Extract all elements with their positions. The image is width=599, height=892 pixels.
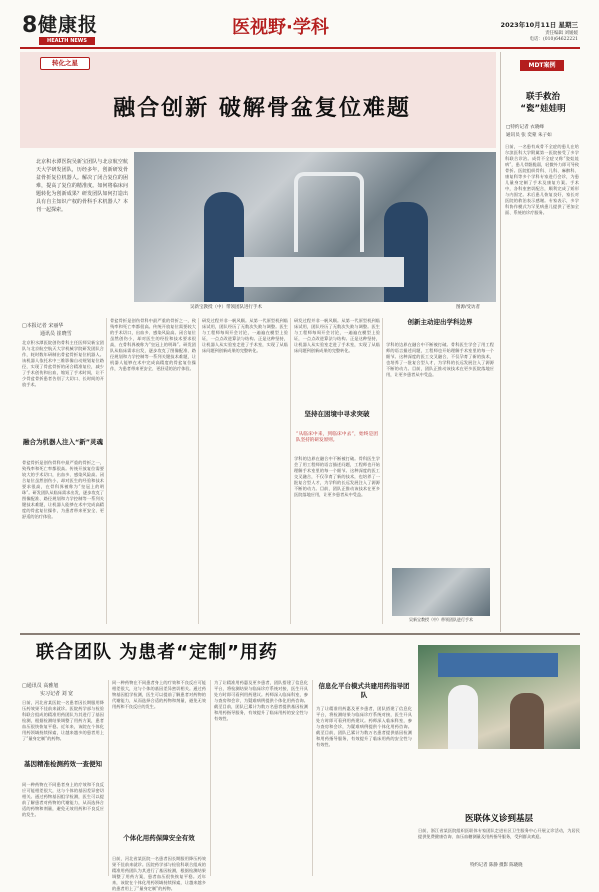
masthead-rule bbox=[20, 47, 580, 49]
side-photo-caption: 医联体义诊到基层 bbox=[464, 814, 533, 824]
editor-phone: 电话：(010)64622221 bbox=[529, 37, 578, 42]
feature-body-2: 骨盆骨折是创伤骨科中最严重的骨折之一，致残率和死亡率都很高。传统开放复位需要较大的手术切口，出血多、感染风险高。闭合复位虽然创伤小，却对医生的经验和技术要求很高，在骨科界被称为“皇冠上的明珠”。研发团队从临床需求出发，逐步攻克了图像配准、路径规划和力学控制等一系列关键技术难题，让机器人能够在术中完成高精度的骨盆复位操作，为患者带来更安全、更舒适的治疗体验。 bbox=[110, 318, 196, 371]
story2-body-1b: 同一种药物在不同患者身上的疗效和不良反应可能相差很大，这与个体的基因差异密切相关。通过药物基因组学检测，医生可以提前了解患者对药物的代谢能力，从而选择合适的药物和剂量，避免无效用药和不良反应的发生。 bbox=[22, 782, 104, 817]
feature-subhead-boundary: 创新主动迎出学科边界 bbox=[407, 318, 473, 326]
side-photo bbox=[418, 645, 580, 749]
feature-subhead-fusion: 融合为机器人注入“新”灵魂 bbox=[22, 438, 104, 446]
side-photo-credit: 特约记者 陈静 摄影 陈晓晓 bbox=[470, 863, 523, 868]
operating-table bbox=[234, 257, 404, 287]
column-tag-label: 转化之星 bbox=[52, 59, 78, 67]
feature-body-3: 研发过程并非一帆风顺。从第一代原型机到临床试用，团队经历了无数次失败与调整。医生与工程师每周开会讨论，一遍遍在模型上验证，一点点改进算法与结构。正是这种坚持，让机器人从实验室走进了手术室，实现了从临床问题到创新成果的完整转化。 bbox=[202, 318, 288, 353]
column-tag bbox=[40, 57, 90, 70]
clinic-tent-graphic bbox=[438, 653, 558, 677]
feature-body-4b: 学科的边界在融合中不断被打破。骨科医生学会了用工程师的语言描述问题，工程师也开始理解手术室里的每一个细节。这种深度的医工交叉融合，不仅孕育了新的技术，也培养了一批复合型人才，为学科的长远发展注入了源源不断的动力。目前，团队正推动该技术在更多医院落地应用，让更多患者从中受益。 bbox=[294, 456, 380, 497]
doctor-figure bbox=[448, 685, 478, 749]
paper-name-logo: 健康报 bbox=[38, 14, 99, 36]
story2-headline: 联合团队 为患者“定制”用药 bbox=[36, 642, 278, 663]
page-number: 8 bbox=[22, 13, 38, 38]
feature-photo bbox=[134, 152, 496, 302]
story2-body-2: 同一种药物在不同患者身上的疗效和不良反应可能相差很大，这与个体的基因差异密切相关。通过药物基因组学检测，医生可以提前了解患者对药物的代谢能力，从而选择合适的药物和剂量，避免无效用药和不良反应的发生。 bbox=[112, 680, 206, 709]
paper-name-en: HEALTH NEWS bbox=[39, 37, 95, 45]
story2-subhead-platform: 信息化平台模式共建用药指导团队 bbox=[318, 682, 410, 699]
feature-byline-correspondent: 通讯员 崔晓雪 bbox=[40, 331, 72, 337]
story2-body-1: 日前，河北省某医院一名患者因长期服用降压药效果不佳前来就诊。医院药学部与检验科联合组成的精准用药团队为其进行了基因检测，根据检测结果调整了用药方案，患者血压很快恢复平稳。近年来，该院在个体化用药领域持续探索，让越来越多的患者用上了“量身定制”的药物。 bbox=[22, 700, 104, 741]
story2-byline-1: □通讯员 高雅旭 bbox=[22, 683, 59, 689]
mdt-case-tag: MDT案例 bbox=[520, 60, 564, 71]
mdt-byline-2: 通讯员 张 奕蒙 朱子如 bbox=[506, 133, 552, 138]
feature-subhead-persist: 坚持在困境中寻求突破 bbox=[304, 410, 370, 418]
story2-subhead-gene: 基因精准检测药效一查便知 bbox=[24, 760, 102, 768]
surgeon-figure bbox=[384, 202, 428, 302]
mdt-body: 日前，一名患有成骨不全症的患儿在哈尔滨医科大学附属第一医院接受了多学科联合诊治。成骨不全症又称“瓷娃娃病”，患儿骨骼脆弱，轻微外力即可导致骨折。医院组织骨科、儿科、麻醉科、康复科等多个学科专家进行会诊，为患儿量身定制了手术及康复方案。手术中，各科室密切配合，顺利完成了矫形与内固定。术后患儿恢复良好，家长对医院的救治表示感谢。专家表示，多学科协作模式为罕见病患儿提供了更加全面、系统的诊疗服务。 bbox=[505, 144, 579, 215]
feature-editor-note: 北京积水潭医院吴新宝团队与北京航空航天大学研发团队，历经多年，创新研发骨盆骨折复位机器人。解决了闭合复位的困难，提高了复位的精准度。如何将临床问题转化为创新成果？研发团队如何打造出具有自主知识产权的骨科手术机器人？本刊一起探索。 bbox=[36, 159, 128, 213]
feature-photo-credit: 图源/受访者 bbox=[456, 305, 481, 310]
surgery-robot-arm-graphic bbox=[294, 172, 364, 252]
mdt-byline-1: □特约记者 衣晓峰 bbox=[506, 125, 544, 130]
feature-body-5: 学科的边界在融合中不断被打破。骨科医生学会了用工程师的语言描述问题，工程师也开始理解手术室里的每一个细节。这种深度的医工交叉融合，不仅孕育了新的技术，也培养了一批复合型人才，为学科的长远发展注入了源源不断的动力。目前，团队正推动该技术在更多医院落地应用，让更多患者从中受益。 bbox=[386, 342, 494, 377]
feature-photo-caption: 吴新宝教授（中）带领团队进行手术 bbox=[190, 305, 262, 310]
story2-body-2b: 日前，河北省某医院一名患者因长期服用降压药效果不佳前来就诊。医院药学部与检验科联合组成的精准用药团队为其进行了基因检测，根据检测结果调整了用药方案，患者血压很快恢复平稳。近年来，该院在个体化用药领域持续探索，让越来越多的患者用上了“量身定制”的药物。 bbox=[112, 856, 206, 891]
masthead bbox=[22, 14, 578, 46]
editor-info: 责任编辑 刘媛媛 bbox=[545, 31, 578, 36]
section-divider bbox=[20, 633, 580, 635]
story2-body-4: 为了让精准用药惠及更多患者，团队搭建了信息化平台，将检测结果与临床诊疗系统对接，医生开具处方时即可看到用药建议。药师深入临床科室，参与查房和会诊，为疑难病例提供个体化用药咨询。截至目前，团队已累计为数万名患者提供基因检测和用药指导服务，有效提升了临床用药的安全性与有效性。 bbox=[316, 706, 412, 747]
section-title: 医视野·学科 bbox=[232, 17, 329, 38]
feature-inset-photo bbox=[392, 568, 490, 616]
feature-headline: 融合创新 破解骨盆复位难题 bbox=[113, 96, 411, 121]
side-photo-text: 日前，浙江省某医院组织医联体专家团队走进社区卫生服务中心开展义诊活动，为居民提供免费健康咨询、血压血糖测量及用药指导服务，受到群众欢迎。 bbox=[418, 828, 580, 839]
story2-body-3: 为了让精准用药惠及更多患者，团队搭建了信息化平台，将检测结果与临床诊疗系统对接，医生开具处方时即可看到用药建议。药师深入临床科室，参与查房和会诊，为疑难病例提供个体化用药咨询。截至目前，团队已累计为数万名患者提供基因检测和用药指导服务，有效提升了临床用药的安全性与有效性。 bbox=[214, 680, 308, 721]
issue-date: 2023年10月11日 星期三 bbox=[500, 21, 578, 29]
feature-body-1b: 骨盆骨折是创伤骨科中最严重的骨折之一，致残率和死亡率都很高。传统开放复位需要较大的手术切口，出血多、感染风险高。闭合复位虽然创伤小，却对医生的经验和技术要求很高，在骨科界被称为“皇冠上的明珠”。研发团队从临床需求出发，逐步攻克了图像配准、路径规划和力学控制等一系列关键技术难题，让机器人能够在术中完成高精度的骨盆复位操作，为患者带来更安全、更舒适的治疗体验。 bbox=[22, 460, 104, 519]
feature-pull-quote: “从临床中来，到临床中去”，始终是团队坚持的研发原则。 bbox=[296, 432, 378, 443]
story2-subhead-individual: 个体化用药保障安全有效 bbox=[123, 834, 195, 842]
patient-figure bbox=[510, 693, 544, 749]
feature-body-4a: 研发过程并非一帆风顺。从第一代原型机到临床试用，团队经历了无数次失败与调整。医生与工程师每周开会讨论，一遍遍在模型上验证，一点点改进算法与结构。正是这种坚持，让机器人从实验室走进了手术室，实现了从临床问题到创新成果的完整转化。 bbox=[294, 318, 380, 353]
feature-body-1: 北京积水潭医院创伤骨科主任医师吴新宝团队与北京航空航天大学机械学院研发团队合作，耗时数年研制出骨盆骨折复位机器人。该机器人依托术中三维影像自动规划复位路径，实现了骨盆骨折的闭合精准复位，减少了手术创伤和出血，缩短了手术时间，让不少骨盆骨折患者告别了大切口、长时间的开放手术。 bbox=[22, 340, 104, 387]
story2-byline-2: 实习记者 刘 宽 bbox=[40, 691, 74, 697]
mdt-title-line-1: 联手救治 bbox=[525, 92, 560, 102]
feature-byline-reporter: □本报记者 宋丽华 bbox=[22, 323, 64, 329]
mdt-title-line-2: “瓷”娃娃明 bbox=[520, 104, 566, 114]
feature-inset-caption: 吴新宝教授（中）带领团队进行手术 bbox=[409, 617, 473, 622]
